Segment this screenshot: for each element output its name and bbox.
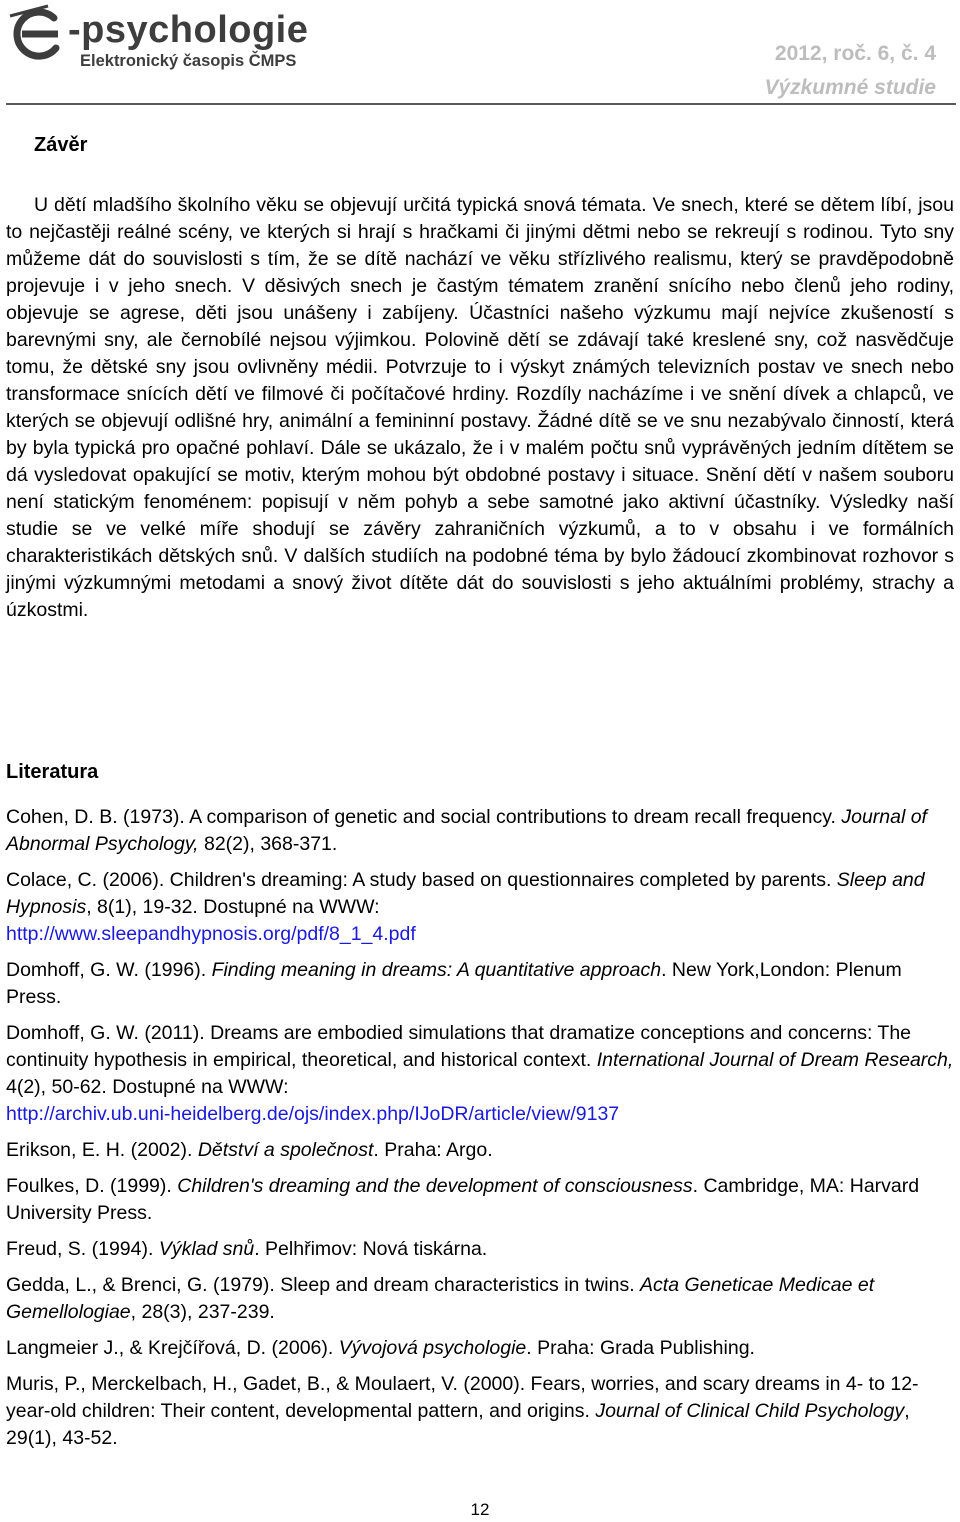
reference-text: Foulkes, D. (1999). bbox=[6, 1175, 178, 1197]
reference-details: . Praha: Grada Publishing. bbox=[526, 1337, 755, 1359]
page-number: 12 bbox=[470, 1500, 490, 1519]
reference-source: Vývojová psychologie bbox=[338, 1337, 527, 1359]
reference-link[interactable]: http://archiv.ub.uni-heidelberg.de/ojs/index.php/IJoDR/article/view/9137 bbox=[6, 1103, 620, 1125]
literature-heading: Literatura bbox=[6, 761, 99, 783]
reference-item bbox=[6, 867, 954, 948]
reference-details: . Cambridge, MA: Harvard University Press. bbox=[6, 1175, 920, 1224]
reference-details: 82(2), 368-371. bbox=[198, 833, 338, 855]
reference-source: Dětství a společnost bbox=[197, 1139, 374, 1161]
reference-item bbox=[6, 1173, 954, 1227]
reference-link[interactable]: http://www.sleepandhypnosis.org/pdf/8_1_4.pdf bbox=[6, 923, 416, 945]
reference-text: Cohen, D. B. (1973). A comparison of genetic and social contributions to dream recall frequency. bbox=[6, 806, 842, 828]
section-label: Výzkumné studie bbox=[764, 76, 936, 99]
reference-item bbox=[6, 804, 954, 858]
reference-item bbox=[6, 1020, 954, 1128]
reference-source: Acta Geneticae Medicae et Gemellologiae bbox=[6, 1274, 875, 1323]
logo-title: -psychologie bbox=[68, 9, 309, 51]
journal-logo bbox=[8, 4, 368, 76]
logo-subtitle: Elektronický časopis ČMPS bbox=[80, 52, 297, 70]
reference-details: , 28(3), 237-239. bbox=[130, 1301, 275, 1323]
reference-details: , 8(1), 19-32. Dostupné na WWW: bbox=[86, 896, 380, 918]
page-header bbox=[0, 0, 960, 106]
reference-item bbox=[6, 1371, 954, 1452]
reference-text: Colace, C. (2006). Children's dreaming: A study based on questionnaires completed by parents. bbox=[6, 869, 837, 891]
reference-source: International Journal of Dream Research, bbox=[596, 1049, 954, 1071]
reference-source: Finding meaning in dreams: A quantitative approach bbox=[211, 959, 662, 981]
reference-text: Erikson, E. H. (2002). bbox=[6, 1139, 198, 1161]
reference-source: Children's dreaming and the development of consciousness bbox=[177, 1175, 693, 1197]
reference-text: Domhoff, G. W. (2011). Dreams are embodied simulations that dramatize conceptions and concerns: The continuity hypothesis in empirical, theoretical, and historical context. bbox=[6, 1022, 912, 1071]
reference-text: Langmeier J., & Krejčířová, D. (2006). bbox=[6, 1337, 339, 1359]
reference-text: Gedda, L., & Brenci, G. (1979). Sleep and dream characteristics in twins. bbox=[6, 1274, 641, 1296]
reference-text: Domhoff, G. W. (1996). bbox=[6, 959, 212, 981]
reference-text: Freud, S. (1994). bbox=[6, 1238, 159, 1260]
reference-details: . Praha: Argo. bbox=[373, 1139, 493, 1161]
conclusion-paragraph bbox=[6, 192, 954, 624]
reference-details: . New York,London: Plenum Press. bbox=[6, 959, 902, 1008]
conclusion-heading: Závěr bbox=[34, 134, 88, 156]
reference-source: Sleep and Hypnosis bbox=[6, 869, 925, 918]
reference-details: . Pelhřimov: Nová tiskárna. bbox=[254, 1238, 488, 1260]
reference-item bbox=[6, 1335, 954, 1362]
conclusion-text: U dětí mladšího školního věku se objevují určitá typická snová témata. Ve snech, které se dětem líbí, jsou to nejčastěji reálné scény, ve kterých si hrají s hračkami či jinými dětmi nebo se rekreují s rodinou. Tyto sny můžeme dát do souvislosti s tím, že se dítě nachází ve věku střízlivého realismu, který se pravděpodobně projevuje i v jeho snech. V děsivých snech je častým tématem zranění snícího nebo členů jeho rodiny, objevuje se agrese, děti jsou unášeny i zabíjeny. Účastníci našeho výzkumu mají nejvíce zkušeností s barevnými sny, ale černobílé nejsou výjimkou. Polovině dětí se zdávají také kreslené sny, což nasvědčuje tomu, že dětské sny jsou ovlivněny médii. Potvrzuje to i výskyt známých televizních postav ve snech nebo transformace snících dětí ve filmové či počítačové hrdiny. Rozdíly nacházíme i ve snění dívek a chlapců, ve kterých se objevují odlišné hry, animální a femininní postavy. Žádné dítě se ve snu nezabývalo činností, která by byla typická pro opačné pohlaví. Dále se ukázalo, že i v malém počtu snů vyprávěných jedním dítětem se dá vysledovat opakující se motiv, kterým mohou být obdobné postavy i situace. Snění dětí v našem souboru není statickým fenoménem: popisují v něm pohyb a sebe samotné jako aktivní účastníky. Výsledky naší studie se ve velké míře shodují se závěry zahraničních výzkumů, a to v obsahu i ve formálních charakteristikách dětských snů. V dalších studiích na podobné téma by bylo žádoucí zkombinovat rozhovor s jinými výzkumnými metodami a snový život dítěte dát do souvislosti s jeho aktuálními problémy, strachy a úzkostmi. bbox=[6, 194, 954, 621]
e-logo-icon bbox=[8, 4, 70, 64]
reference-item bbox=[6, 1137, 954, 1164]
reference-item bbox=[6, 957, 954, 1011]
reference-text: Muris, P., Merckelbach, H., Gadet, B., & Moulaert, V. (2000). Fears, worries, and scary dreams in 4- to 12-year-old children: Their content, developmental pattern, and origins. bbox=[6, 1373, 919, 1422]
issue-info: 2012, roč. 6, č. 4 bbox=[774, 42, 936, 65]
reference-details: , 29(1), 43-52. bbox=[6, 1400, 910, 1449]
reference-source: Výklad snů bbox=[158, 1238, 255, 1260]
reference-source: Journal of Abnormal Psychology, bbox=[6, 806, 927, 855]
reference-details: 4(2), 50-62. Dostupné na WWW: bbox=[6, 1076, 289, 1098]
reference-item bbox=[6, 1272, 954, 1326]
reference-source: Journal of Clinical Child Psychology bbox=[595, 1400, 905, 1422]
header-divider bbox=[6, 103, 956, 105]
reference-item bbox=[6, 1236, 954, 1263]
reference-list bbox=[6, 804, 954, 1461]
